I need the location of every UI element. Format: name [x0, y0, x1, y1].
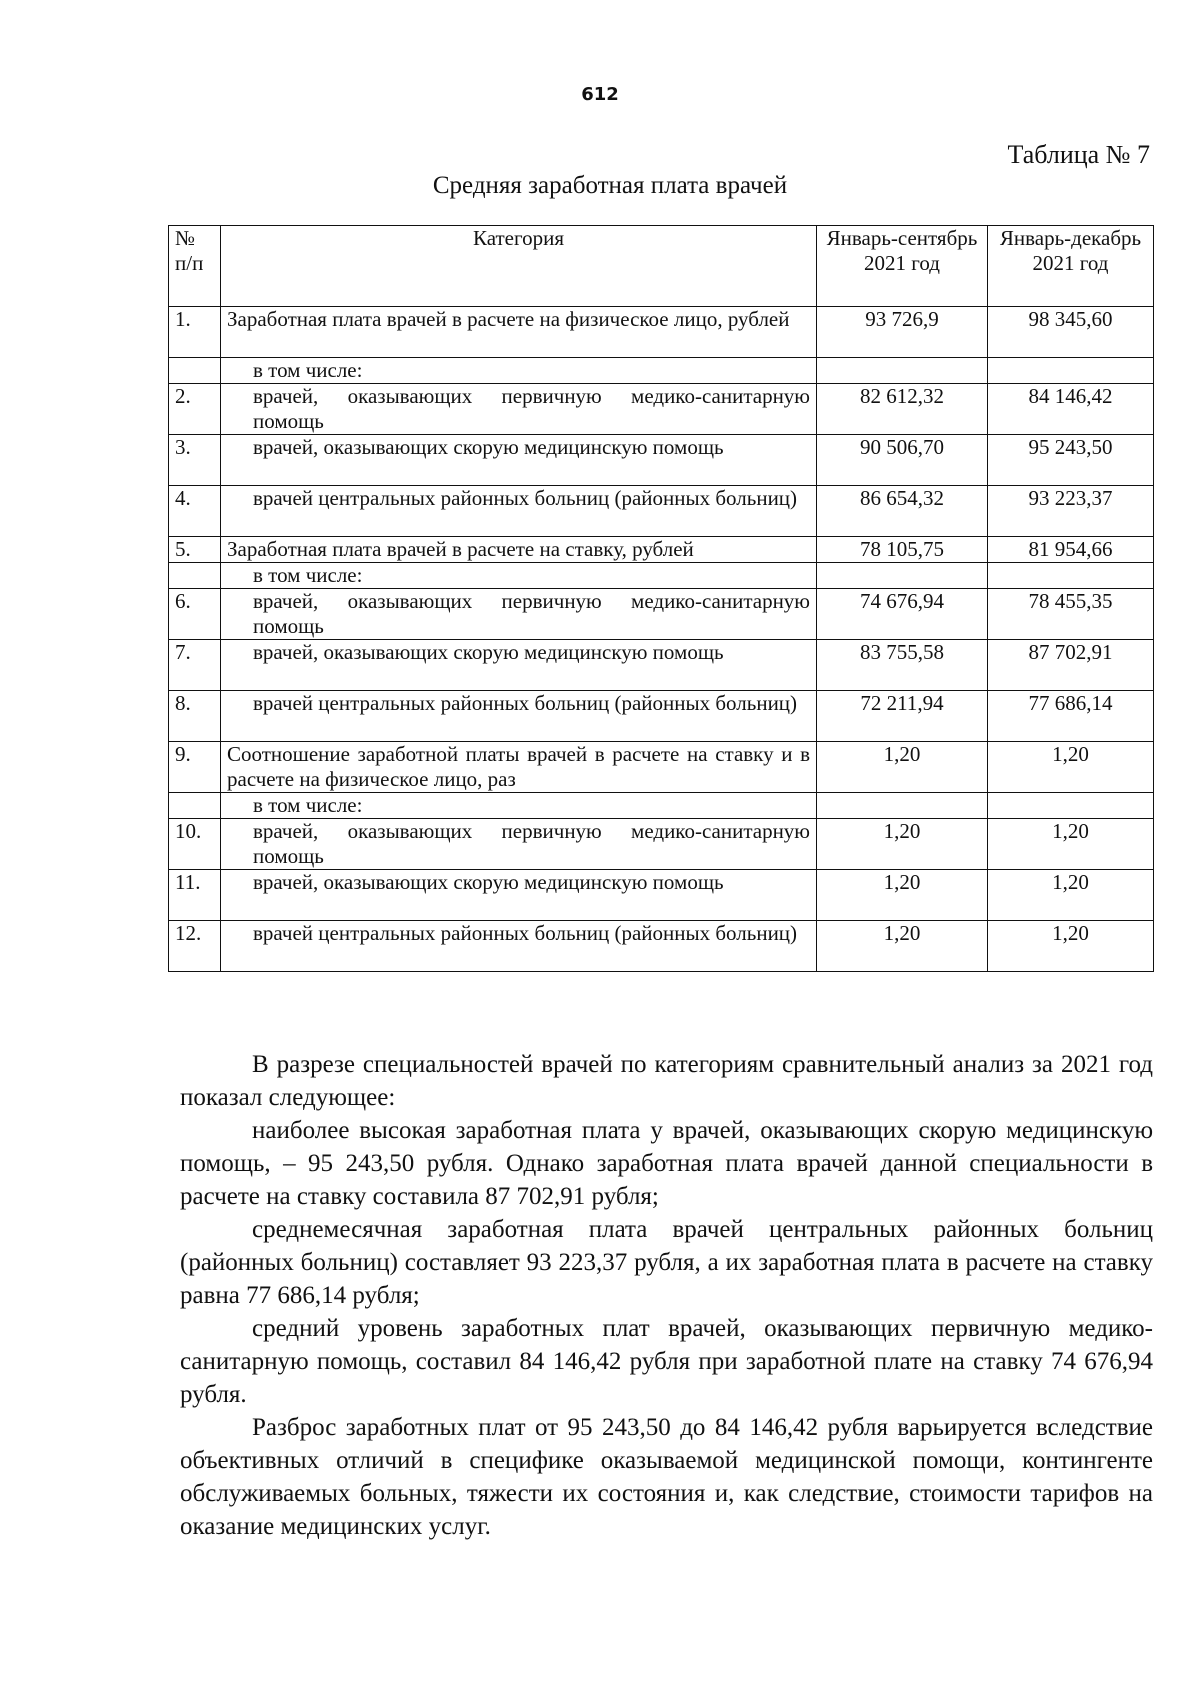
row-value-jan-sep: 72 211,94 [817, 691, 988, 742]
row-value-jan-sep: 83 755,58 [817, 640, 988, 691]
row-category: в том числе: [221, 563, 817, 589]
row-value-jan-dec: 77 686,14 [988, 691, 1154, 742]
row-value-jan-dec [988, 793, 1154, 819]
page-number: 612 [581, 84, 619, 105]
row-category: врачей, оказывающих первичную медико-санитарную помощь [221, 384, 817, 435]
row-number: 2. [169, 384, 221, 435]
row-number: 12. [169, 921, 221, 972]
table-row [169, 870, 1154, 921]
table-row [169, 589, 1154, 640]
row-value-jan-dec: 1,20 [988, 819, 1154, 870]
header-category: Категория [221, 226, 817, 307]
row-value-jan-sep [817, 793, 988, 819]
row-value-jan-sep: 1,20 [817, 819, 988, 870]
table-row [169, 537, 1154, 563]
row-value-jan-sep: 90 506,70 [817, 435, 988, 486]
row-value-jan-sep: 1,20 [817, 742, 988, 793]
row-value-jan-sep: 93 726,9 [817, 307, 988, 358]
header-jan-dec: Январь-декабрь 2021 год [988, 226, 1154, 307]
row-value-jan-dec: 78 455,35 [988, 589, 1154, 640]
row-value-jan-sep: 82 612,32 [817, 384, 988, 435]
row-value-jan-dec: 93 223,37 [988, 486, 1154, 537]
row-value-jan-sep [817, 358, 988, 384]
row-number: 5. [169, 537, 221, 563]
row-value-jan-dec: 1,20 [988, 870, 1154, 921]
table-row [169, 819, 1154, 870]
paragraph: В разрезе специальностей врачей по категориям сравнительный анализ за 2021 год показал следующее: [180, 1051, 1153, 1111]
table-row [169, 486, 1154, 537]
row-value-jan-dec: 81 954,66 [988, 537, 1154, 563]
paragraph: наиболее высокая заработная плата у врачей, оказывающих скорую медицинскую помощь, – 95 243,50 рубля. Однако заработная плата врачей данной специальности в расчете на ставку составила 87 702,91 рубля; [180, 1117, 1153, 1210]
row-number: 7. [169, 640, 221, 691]
row-value-jan-sep: 78 105,75 [817, 537, 988, 563]
row-category: врачей, оказывающих первичную медико-санитарную помощь [221, 589, 817, 640]
row-number [169, 358, 221, 384]
row-value-jan-dec [988, 563, 1154, 589]
row-number: 6. [169, 589, 221, 640]
row-category: в том числе: [221, 793, 817, 819]
row-number [169, 793, 221, 819]
row-value-jan-dec: 87 702,91 [988, 640, 1154, 691]
table-header-row [169, 226, 1154, 307]
row-category: врачей, оказывающих скорую медицинскую помощь [221, 640, 817, 691]
row-category: врачей, оказывающих скорую медицинскую помощь [221, 870, 817, 921]
row-value-jan-sep: 74 676,94 [817, 589, 988, 640]
paragraph: среднемесячная заработная плата врачей центральных районных больниц (районных больниц) составляет 93 223,37 рубля, а их заработная плата в расчете на ставку равна 77 686,14 рубля; [180, 1216, 1153, 1309]
row-value-jan-dec [988, 358, 1154, 384]
row-number: 10. [169, 819, 221, 870]
paragraph: средний уровень заработных плат врачей, оказывающих первичную медико-санитарную помощь, составил 84 146,42 рубля при заработной плате на ставку 74 676,94 рубля. [180, 1315, 1153, 1408]
analysis-text [180, 1048, 1153, 1543]
row-category: врачей центральных районных больниц (районных больниц) [221, 486, 817, 537]
row-category: врачей центральных районных больниц (районных больниц) [221, 691, 817, 742]
row-category: Заработная плата врачей в расчете на физическое лицо, рублей [221, 307, 817, 358]
table-row [169, 640, 1154, 691]
table-title: Средняя заработная плата врачей [432, 172, 788, 199]
row-value-jan-sep: 1,20 [817, 870, 988, 921]
table-row [169, 435, 1154, 486]
row-number: 1. [169, 307, 221, 358]
row-value-jan-sep: 86 654,32 [817, 486, 988, 537]
row-number: 3. [169, 435, 221, 486]
table-row [169, 742, 1154, 793]
row-value-jan-dec: 84 146,42 [988, 384, 1154, 435]
row-number [169, 563, 221, 589]
row-category: врачей, оказывающих скорую медицинскую помощь [221, 435, 817, 486]
row-value-jan-dec: 1,20 [988, 742, 1154, 793]
table-row [169, 563, 1154, 589]
table-row [169, 793, 1154, 819]
row-value-jan-dec: 98 345,60 [988, 307, 1154, 358]
row-number: 9. [169, 742, 221, 793]
row-value-jan-dec: 95 243,50 [988, 435, 1154, 486]
table-row [169, 691, 1154, 742]
row-category: Заработная плата врачей в расчете на ставку, рублей [221, 537, 817, 563]
table-row [169, 384, 1154, 435]
header-num: № п/п [169, 226, 221, 307]
row-category: врачей центральных районных больниц (районных больниц) [221, 921, 817, 972]
paragraph: Разброс заработных плат от 95 243,50 до 84 146,42 рубля варьируется вследствие объективных отличий в специфике оказываемой медицинской помощи, контингенте обслуживаемых больных, тяжести их состояния и, как следствие, стоимости тарифов на оказание медицинских услуг. [180, 1414, 1153, 1540]
table-row [169, 921, 1154, 972]
row-category: Соотношение заработной платы врачей в расчете на ставку и в расчете на физическое лицо, раз [221, 742, 817, 793]
row-number: 11. [169, 870, 221, 921]
row-value-jan-dec: 1,20 [988, 921, 1154, 972]
row-value-jan-sep [817, 563, 988, 589]
row-category: в том числе: [221, 358, 817, 384]
row-number: 8. [169, 691, 221, 742]
table-row [169, 358, 1154, 384]
row-value-jan-sep: 1,20 [817, 921, 988, 972]
row-category: врачей, оказывающих первичную медико-санитарную помощь [221, 819, 817, 870]
salary-table [168, 225, 1154, 972]
header-jan-sep: Январь-сентябрь 2021 год [817, 226, 988, 307]
table-row [169, 307, 1154, 358]
row-number: 4. [169, 486, 221, 537]
table-number: Таблица № 7 [1007, 140, 1150, 169]
